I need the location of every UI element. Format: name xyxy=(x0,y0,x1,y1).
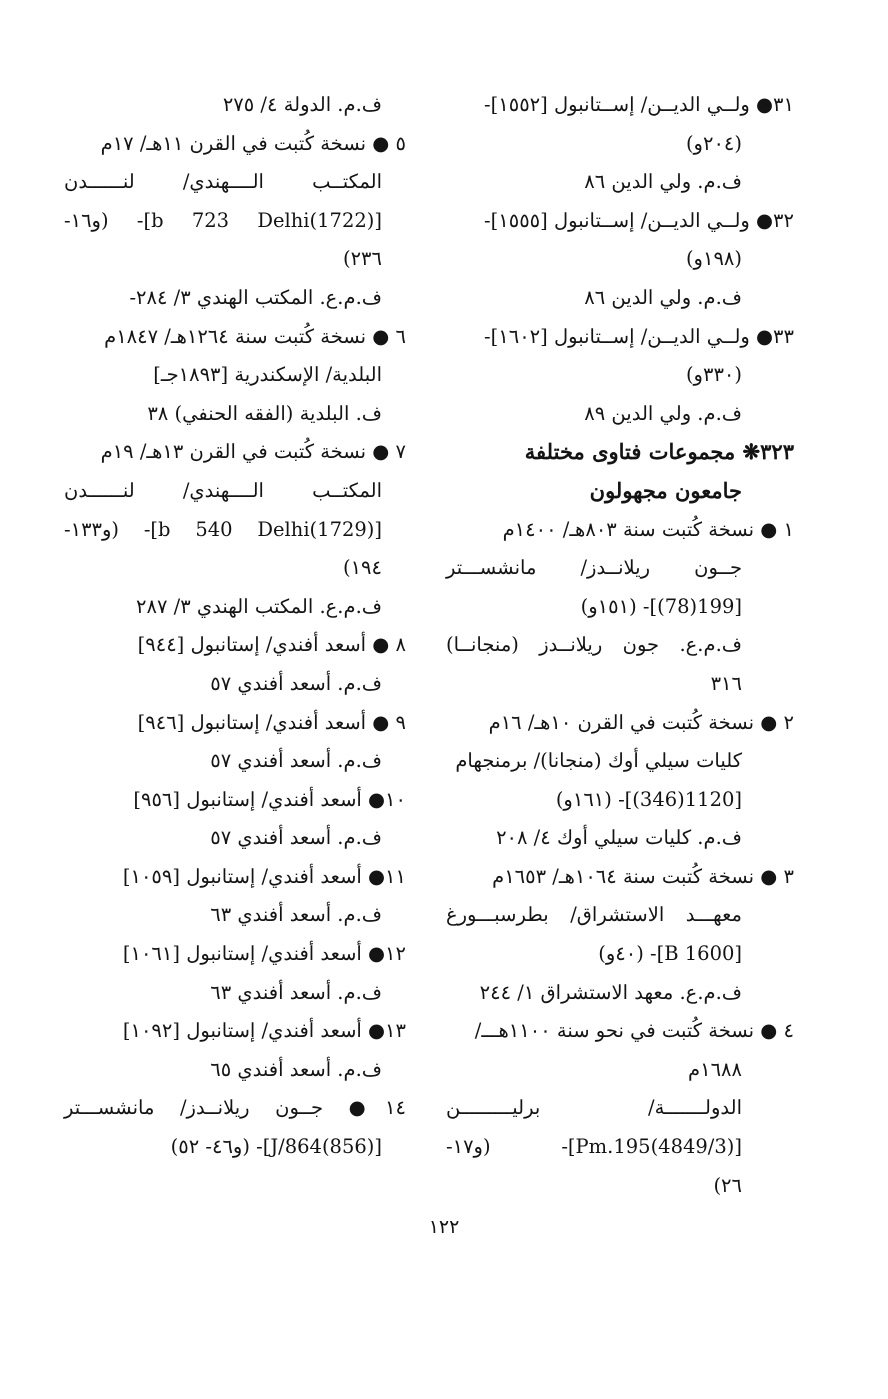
text-line: ف.م. أسعد أفندي ٦٣ xyxy=(210,980,382,1004)
text-line: (١٩٨و) xyxy=(685,247,742,271)
text-line: [b 540 Delhi(1729)]- (و١٣٣- xyxy=(64,517,383,541)
text-line: ١ ● نسخة كُتبت سنة ٨٠٣هـ/ ١٤٠٠م xyxy=(502,517,794,541)
text-line: ١١● أسعد أفندي/ إستانبول [١٠٥٩] xyxy=(122,864,406,888)
text-line: ف.م.ع. المكتب الهندي ٣/ ٢٨٤- xyxy=(129,285,382,309)
left-column xyxy=(64,86,406,1167)
text-line: ٦ ● نسخة كُتبت سنة ١٢٦٤هـ/ ١٨٤٧م xyxy=(104,324,406,348)
text-line: ٣٣● ولــي الديــن/ إســتانبول [١٦٠٢]- xyxy=(484,324,794,348)
page-number: ١٢٢ xyxy=(428,1216,460,1238)
text-line: (٢٠٤و) xyxy=(685,131,742,155)
text-line: الدولـــــــة/ برليـــــــــن xyxy=(446,1096,742,1120)
text-line: جــون ريلانــدز/ مانشســـتر xyxy=(446,556,742,580)
text-line: ف.م. ولي الدين ٨٦ xyxy=(584,285,742,309)
text-line: ف.م. أسعد أفندي ٥٧ xyxy=(210,749,382,773)
text-line: ف.م. أسعد أفندي ٦٥ xyxy=(210,1057,382,1081)
text-line: معهـــد الاستشراق/ بطرسبـــورغ xyxy=(446,903,742,927)
text-line: كليات سيلي أوك (منجانا)/ برمنجهام xyxy=(455,749,742,773)
text-line: ف.م.ع. جون ريلانــدز (منجانــا) xyxy=(446,633,742,657)
right-column xyxy=(446,86,794,1205)
text-line: ٥ ● نسخة كُتبت في القرن ١١هـ/ ١٧م xyxy=(100,131,406,155)
text-line: ف.م. الدولة ٤/ ٢٧٥ xyxy=(222,93,382,116)
text-line: ٣١٦ xyxy=(710,671,742,695)
section-heading: ٣٢٣❋ مجموعات فتاوى مختلفة xyxy=(524,439,794,465)
text-line: ٣ ● نسخة كُتبت سنة ١٠٦٤هـ/ ١٦٥٣م xyxy=(492,864,794,888)
text-line: [b 723 Delhi(1722)]- (و١٦- xyxy=(64,208,382,232)
text-line: ٢٦) xyxy=(713,1173,742,1197)
text-line: البلدية/ الإسكندرية [١٨٩٣جـ] xyxy=(153,363,382,387)
text-line: [199(78)]- (١٥١و) xyxy=(580,594,742,618)
text-line: ١٤● جــون ريلانــدز/ مانشســـتر xyxy=(64,1096,406,1120)
text-line: [1120(346)]- (١٦١و) xyxy=(555,787,742,811)
text-line: ٧ ● نسخة كُتبت في القرن ١٣هـ/ ١٩م xyxy=(100,440,406,464)
text-line: ٩ ● أسعد أفندي/ إستانبول [٩٤٦] xyxy=(137,710,406,734)
text-line: ف.م. أسعد أفندي ٦٣ xyxy=(210,903,382,927)
text-line: ف.م. ولي الدين ٨٦ xyxy=(584,170,742,194)
text-line: ف.م. أسعد أفندي ٥٧ xyxy=(210,826,382,850)
text-line: ١٠● أسعد أفندي/ إستانبول [٩٥٦] xyxy=(133,787,406,811)
text-line: ف.م.ع. معهد الاستشراق ١/ ٢٤٤ xyxy=(479,980,742,1004)
text-line: ٢ ● نسخة كُتبت في القرن ١٠هـ/ ١٦م xyxy=(488,710,794,734)
text-line: ف.م. كليات سيلي أوك ٤/ ٢٠٨ xyxy=(496,826,742,850)
text-line: المكتــب الــــهندي/ لنــــــدن xyxy=(64,478,382,502)
text-line: ١٢● أسعد أفندي/ إستانبول [١٠٦١] xyxy=(122,942,406,966)
text-line: ف.م.ع. المكتب الهندي ٣/ ٢٨٧ xyxy=(136,594,382,618)
text-line: ف. البلدية (الفقه الحنفي) ٣٨ xyxy=(147,401,382,425)
text-line: ف.م. أسعد أفندي ٥٧ xyxy=(210,671,382,695)
text-line: المكتــب الــــهندي/ لنــــــدن xyxy=(64,170,382,194)
text-line: [J/864(856)]- (و٤٦- ٥٢) xyxy=(170,1135,382,1159)
text-line: ١٦٨٨م xyxy=(688,1057,742,1081)
text-line: (٣٣٠و) xyxy=(685,363,742,387)
section-heading: جامعون مجهولون xyxy=(589,477,742,503)
text-line: ٨ ● أسعد أفندي/ إستانبول [٩٤٤] xyxy=(137,633,406,657)
text-line: [B 1600]- (٤٠و) xyxy=(598,942,742,966)
text-line: ٣١● ولــي الديــن/ إســتانبول [١٥٥٢]- xyxy=(484,93,794,116)
text-line: ٤ ● نسخة كُتبت في نحو سنة ١١٠٠هـــ/ xyxy=(474,1019,794,1043)
text-line: ٢٣٦) xyxy=(342,247,382,271)
text-line: ف.م. ولي الدين ٨٩ xyxy=(584,401,742,425)
text-line: ١٩٤) xyxy=(342,556,382,580)
text-line: [(4849/3)Pm.195]- (و١٧- xyxy=(446,1135,742,1159)
text-line: ٣٢● ولــي الديــن/ إســتانبول [١٥٥٥]- xyxy=(484,208,794,232)
text-line: ١٣● أسعد أفندي/ إستانبول [١٠٩٢] xyxy=(122,1019,406,1043)
